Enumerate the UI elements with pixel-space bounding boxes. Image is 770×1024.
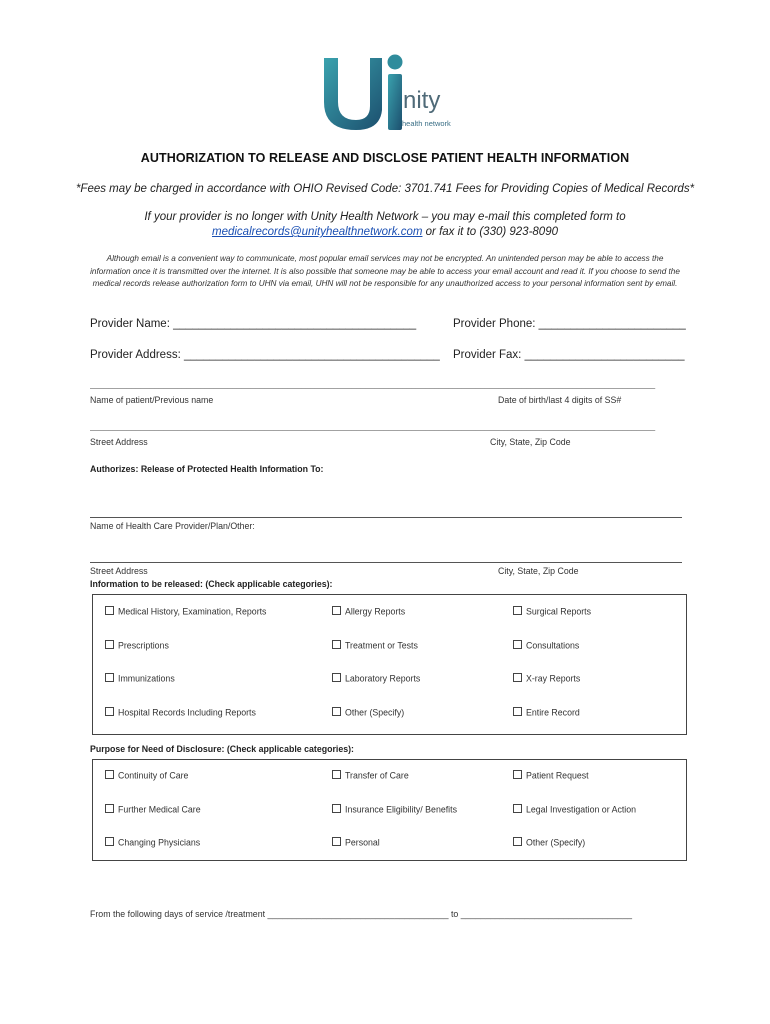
recipient-address-line[interactable] xyxy=(90,562,682,563)
option-label: Surgical Reports xyxy=(526,606,592,617)
checkbox-insurance-eligibility[interactable] xyxy=(332,804,457,815)
provider-phone-line: _______________________ xyxy=(538,318,686,330)
provider-name-label: Provider Name: xyxy=(90,318,170,330)
option-label: Continuity of Care xyxy=(118,770,189,781)
checkbox-xray-reports[interactable] xyxy=(513,673,580,684)
provider-name-line: ______________________________________ xyxy=(173,318,417,330)
option-label: Transfer of Care xyxy=(345,770,409,781)
fax-text: or fax it to (330) 923-8090 xyxy=(422,226,558,238)
option-label: Medical History, Examination, Reports xyxy=(118,606,267,617)
option-label: Allergy Reports xyxy=(345,606,406,617)
provider-address-field[interactable] xyxy=(90,349,440,361)
service-start-line[interactable]: _____________________________________ xyxy=(267,909,449,919)
checkbox-icon[interactable] xyxy=(332,673,341,682)
checkbox-surgical-reports[interactable] xyxy=(513,606,591,617)
checkbox-icon[interactable] xyxy=(105,837,114,846)
patient-city-label: City, State, Zip Code xyxy=(490,437,571,447)
service-days-field[interactable] xyxy=(90,909,632,919)
checkbox-icon[interactable] xyxy=(332,837,341,846)
patient-street-label: Street Address xyxy=(90,437,148,447)
checkbox-icon[interactable] xyxy=(105,673,114,682)
provider-address-label: Provider Address: xyxy=(90,349,181,361)
option-label: Treatment or Tests xyxy=(345,640,418,651)
checkbox-consultations[interactable] xyxy=(513,640,579,651)
logo-wordmark: nity xyxy=(403,87,441,114)
checkbox-icon[interactable] xyxy=(513,770,522,779)
option-label: X-ray Reports xyxy=(526,673,581,684)
logo-tagline: health network xyxy=(402,119,451,128)
checkbox-legal-investigation[interactable] xyxy=(513,804,636,815)
checkbox-treatment-tests[interactable] xyxy=(332,640,418,651)
provider-name-field[interactable] xyxy=(90,318,416,330)
checkbox-changing-physicians[interactable] xyxy=(105,837,200,848)
checkbox-patient-request[interactable] xyxy=(513,770,589,781)
checkbox-icon[interactable] xyxy=(513,804,522,813)
checkbox-icon[interactable] xyxy=(513,673,522,682)
recipient-name-line[interactable] xyxy=(90,517,682,518)
service-to-label: to xyxy=(450,909,459,919)
authorizes-heading: Authorizes: Release of Protected Health Information To: xyxy=(90,464,324,474)
checkbox-icon[interactable] xyxy=(105,606,114,615)
checkbox-immunizations[interactable] xyxy=(105,673,175,684)
checkbox-medical-history[interactable] xyxy=(105,606,266,617)
logo-mark xyxy=(318,50,458,134)
patient-dob-label: Date of birth/last 4 digits of SS# xyxy=(498,395,622,405)
checkbox-other-specify[interactable] xyxy=(332,707,404,718)
option-label: Legal Investigation or Action xyxy=(526,804,637,815)
checkbox-icon[interactable] xyxy=(513,640,522,649)
service-days-label: From the following days of service /treatment xyxy=(90,909,266,919)
email-disclaimer: Although email is a convenient way to communicate, most popular email services may not be encrypted. An unintended person may be able to access the information once it is transmitted over the internet. It is also possible that someone may be able to access your email account and read it. If you choose to send the medical records release authorization form to UHN via email, UHN will not be responsible for any unauthorized access to your personal information sent by email. xyxy=(90,254,680,289)
email-link[interactable]: medicalrecords@unityhealthnetwork.com xyxy=(212,226,423,238)
fees-note: *Fees may be charged in accordance with OHIO Revised Code: 3701.741 Fees for Providing Copies of Medical Records* xyxy=(75,183,695,195)
checkbox-laboratory-reports[interactable] xyxy=(332,673,420,684)
patient-address-line[interactable]: ___________________________________________________________________________________________________________________________ xyxy=(90,421,655,431)
checkbox-other-purpose[interactable] xyxy=(513,837,585,848)
provider-fax-line: _________________________ xyxy=(524,349,685,361)
checkbox-allergy-reports[interactable] xyxy=(332,606,405,617)
provider-fax-field[interactable] xyxy=(453,349,685,361)
option-label: Prescriptions xyxy=(118,640,169,651)
option-label: Changing Physicians xyxy=(118,837,201,848)
provider-address-line: ________________________________________ xyxy=(183,349,440,361)
option-label: Entire Record xyxy=(526,707,580,718)
option-label: Further Medical Care xyxy=(118,804,201,815)
option-label: Immunizations xyxy=(118,673,175,684)
provider-phone-label: Provider Phone: xyxy=(453,318,536,330)
option-label: Insurance Eligibility/ Benefits xyxy=(345,804,457,815)
checkbox-icon[interactable] xyxy=(332,606,341,615)
option-label: Personal xyxy=(345,837,380,848)
provider-phone-field[interactable] xyxy=(453,318,686,330)
patient-name-label: Name of patient/Previous name xyxy=(90,395,214,405)
checkbox-icon[interactable] xyxy=(513,606,522,615)
option-label: Hospital Records Including Reports xyxy=(118,707,256,718)
service-end-line[interactable]: ___________________________________ xyxy=(460,909,633,919)
recipient-street-label: Street Address xyxy=(90,566,148,576)
checkbox-further-medical-care[interactable] xyxy=(105,804,201,815)
checkbox-hospital-records[interactable] xyxy=(105,707,256,718)
checkbox-icon[interactable] xyxy=(105,804,114,813)
form-title: AUTHORIZATION TO RELEASE AND DISCLOSE PATIENT HEALTH INFORMATION xyxy=(140,151,630,165)
purpose-heading: Purpose for Need of Disclosure: (Check applicable categories): xyxy=(90,744,354,754)
patient-name-line[interactable]: ___________________________________________________________________________________________________________________________ xyxy=(90,379,655,389)
option-label: Consultations xyxy=(526,640,580,651)
checkbox-icon[interactable] xyxy=(105,707,114,716)
recipient-name-label: Name of Health Care Provider/Plan/Other: xyxy=(90,521,255,531)
provider-note-line1: If your provider is no longer with Unity Health Network – you may e-mail this completed form to xyxy=(144,211,626,223)
provider-fax-label: Provider Fax: xyxy=(453,349,522,361)
checkbox-personal[interactable] xyxy=(332,837,380,848)
checkbox-icon[interactable] xyxy=(332,770,341,779)
checkbox-continuity-of-care[interactable] xyxy=(105,770,188,781)
checkbox-icon[interactable] xyxy=(105,640,114,649)
option-label: Other (Specify) xyxy=(345,707,405,718)
checkbox-icon[interactable] xyxy=(332,640,341,649)
checkbox-transfer-of-care[interactable] xyxy=(332,770,409,781)
option-label: Other (Specify) xyxy=(526,837,586,848)
recipient-city-label: City, State, Zip Code xyxy=(498,566,579,576)
unity-health-network-logo xyxy=(318,50,458,134)
checkbox-prescriptions[interactable] xyxy=(105,640,169,651)
info-released-heading: Information to be released: (Check applicable categories): xyxy=(90,579,333,589)
provider-note xyxy=(90,210,680,240)
option-label: Patient Request xyxy=(526,770,589,781)
checkbox-icon[interactable] xyxy=(332,707,341,716)
option-label: Laboratory Reports xyxy=(345,673,421,684)
checkbox-icon[interactable] xyxy=(513,707,522,716)
checkbox-entire-record[interactable] xyxy=(513,707,580,718)
checkbox-icon[interactable] xyxy=(513,837,522,846)
checkbox-icon[interactable] xyxy=(332,804,341,813)
checkbox-icon[interactable] xyxy=(105,770,114,779)
